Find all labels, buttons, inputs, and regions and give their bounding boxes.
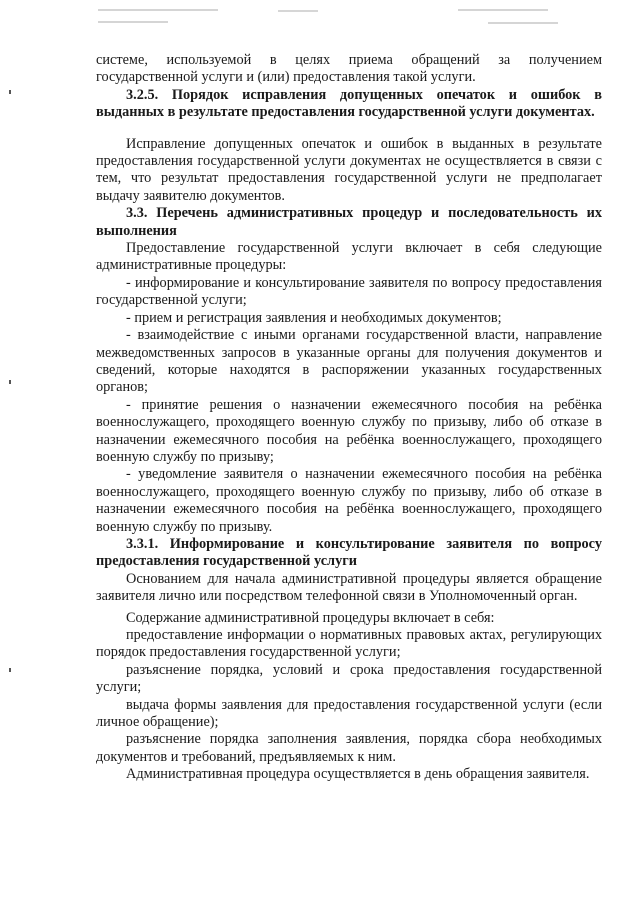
paragraph: Административная процедура осуществляется в день обращения заявителя. [126,766,590,783]
section-heading: 3.2.5. Порядок исправления допущенных опечаток и ошибок в выданных в результате предоставления государственной услуги документах. [96,86,602,121]
list-item: предоставление информации о нормативных правовых актах, регулирующих порядок предоставления государственной услуги; [96,627,602,661]
section-heading: 3.3.1. Информирование и консультирование заявителя по вопросу предоставления государственной услуги [96,535,602,570]
list-item: - информирование и консультирование заявителя по вопросу предоставления государственной услуги; [96,274,602,309]
faded-header-bleedthrough [98,6,568,28]
section-heading: 3.3. Перечень административных процедур и последовательность их выполнения [96,205,602,239]
list-item: - уведомление заявителя о назначении ежемесячного пособия на ребёнка военнослужащего, проходящего военную службу по призыву, либо об отказе в назначении ежемесячного пособия на ребёнка военнослужащего, проходящего военную службу по призыву. [96,466,602,535]
list-item: выдача формы заявления для предоставления государственной услуги (если личное обращение); [96,696,602,731]
paragraph: Содержание административной процедуры включает в себя: [126,609,495,626]
list-item: разъяснение порядка, условий и срока предоставления государственной услуги; [96,661,602,696]
list-item: - взаимодействие с иными органами государственной власти, направление межведомственных запросов в указанные органы для получения документов и сведений, которые находятся в распоряжении указанных государственных органов; [96,327,602,396]
list-item: разъяснение порядка заполнения заявления, порядка сбора необходимых документов и требований, предъявляемых к ним. [96,731,602,765]
margin-mark [9,668,11,672]
paragraph: Основанием для начала административной процедуры является обращение заявителя лично или посредством телефонной связи в Уполномоченный орган. [96,570,602,605]
margin-mark [9,380,11,384]
paragraph: системе, используемой в целях приема обращений за получением государственной услуги и (или) предоставления такой услуги. [96,52,602,86]
list-item: - принятие решения о назначении ежемесячного пособия на ребёнка военнослужащего, проходящего военную службу по призыву, либо об отказе в назначении ежемесячного пособия на ребёнка военнослужащего, проходящего военную службу по призыву; [96,396,602,465]
margin-mark [9,90,11,94]
list-item: - прием и регистрация заявления и необходимых документов; [126,309,502,326]
paragraph: Предоставление государственной услуги включает в себя следующие административные процедуры: [96,240,602,274]
document-page [96,52,602,784]
paragraph: Исправление допущенных опечаток и ошибок в выданных в результате предоставления государственной услуги документах не осуществляется в связи с тем, что результат предоставления государственной услуги не предполагает выдачу заявителю документов. [96,135,602,204]
